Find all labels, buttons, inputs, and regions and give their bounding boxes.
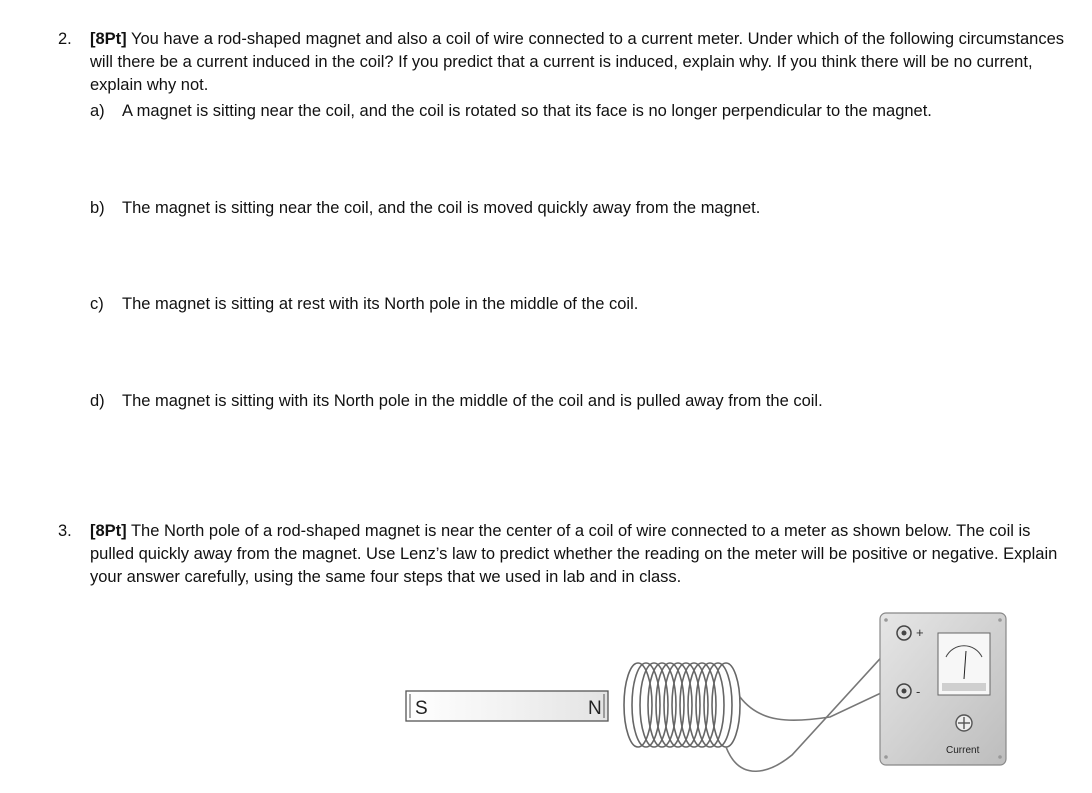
coil xyxy=(624,663,740,747)
question-stem xyxy=(90,28,1068,97)
part-letter: c) xyxy=(90,295,104,313)
part-d xyxy=(90,390,1080,412)
wires xyxy=(726,639,898,771)
question-text: You have a rod-shaped magnet and also a coil of wire connected to a current meter. Under which of the following circumstances will there be a current induced in the coil? If you predict that a current is induced, explain why. If you think there will be no current, explain why not. xyxy=(90,30,1065,94)
part-b xyxy=(90,197,1080,219)
part-letter: d) xyxy=(90,392,105,410)
terminal-minus-label: - xyxy=(916,684,921,699)
terminal-plus-label: + xyxy=(916,625,924,640)
magnet-south-label: S xyxy=(415,698,428,719)
question-number: 2. xyxy=(58,30,72,48)
magnet-north-label: N xyxy=(588,698,602,719)
part-a xyxy=(90,100,1080,122)
part-c xyxy=(90,293,1080,315)
current-meter xyxy=(880,613,1006,765)
part-text: A magnet is sitting near the coil, and the coil is rotated so that its face is no longer perpendicular to the magnet. xyxy=(122,102,932,120)
part-text: The magnet is sitting at rest with its North pole in the middle of the coil. xyxy=(122,295,639,313)
part-text: The magnet is sitting with its North pole in the middle of the coil and is pulled away from the coil. xyxy=(122,392,823,410)
meter-dial xyxy=(938,633,990,695)
part-text: The magnet is sitting near the coil, and the coil is moved quickly away from the magnet. xyxy=(122,199,761,217)
question-text: The North pole of a rod-shaped magnet is near the center of a coil of wire connected to a meter as shown below. The coil is pulled quickly away from the magnet. Use Lenz’s law to predict whether the reading on the meter will be positive or negative. Explain your answer carefully, using the same four steps that we used in lab and in class. xyxy=(90,522,1058,586)
question-3 xyxy=(58,520,1068,589)
meter-current-label: Current xyxy=(946,745,980,756)
part-letter: b) xyxy=(90,199,105,217)
adjust-knob-icon xyxy=(956,715,972,731)
question-2 xyxy=(58,28,1068,97)
magnet-coil-meter-figure xyxy=(400,605,1020,790)
points-label: [8Pt] xyxy=(90,522,127,540)
question-stem xyxy=(90,520,1068,589)
part-letter: a) xyxy=(90,102,105,120)
question-number: 3. xyxy=(58,522,72,540)
bar-magnet xyxy=(406,691,608,721)
points-label: [8Pt] xyxy=(90,30,127,48)
